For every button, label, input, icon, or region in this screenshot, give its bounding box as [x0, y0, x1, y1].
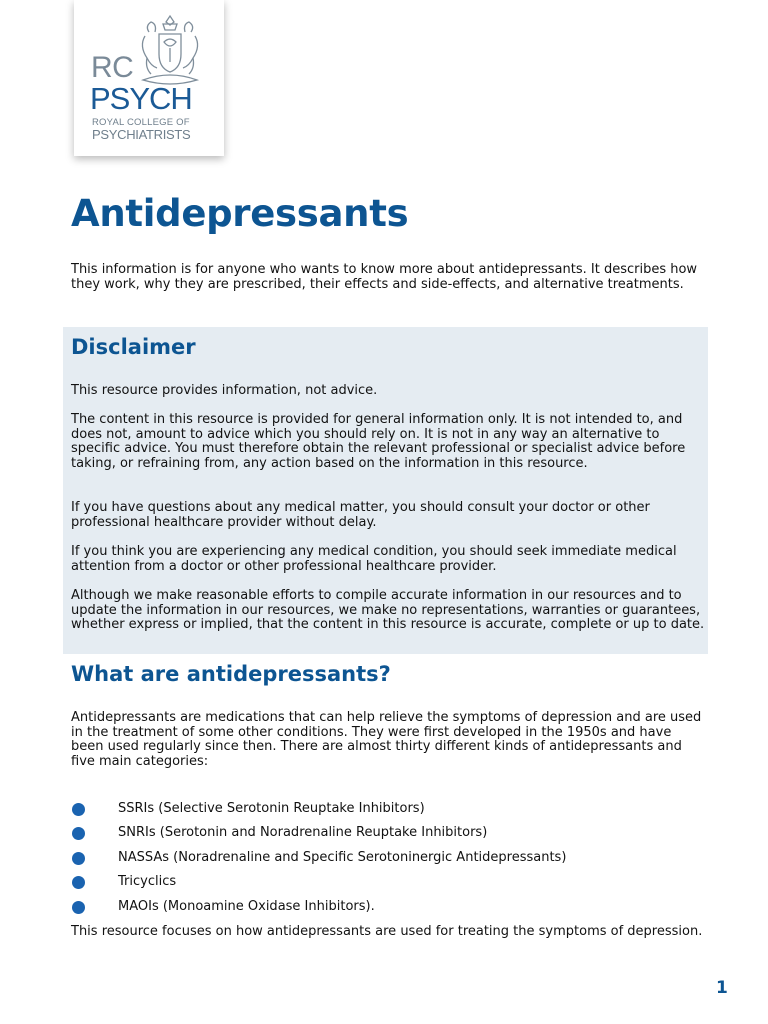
bullet-icon: [72, 827, 85, 840]
bullet-icon: [72, 852, 85, 865]
category-label: Tricyclics: [118, 874, 177, 890]
logo-subtitle-line1: ROYAL COLLEGE OF: [92, 117, 190, 128]
page-number: 1: [716, 978, 728, 998]
bullet-icon: [72, 803, 85, 816]
disclaimer-paragraph: If you think you are experiencing any medical condition, you should seek immediate medical attention from a doctor or other professional healthcare provider.: [71, 544, 677, 574]
bullet-icon: [72, 876, 85, 889]
disclaimer-paragraph: The content in this resource is provided for general information only. It is not intended to, and does not, amount to advice which you should rely on. It is not in any way an alternative to specific advice. You must therefore obtain the relevant professional or specialist advice before taking, or refraining from, any action based on the information in this resource.: [71, 412, 686, 471]
list-item: [71, 873, 566, 897]
rcpsych-logo: [74, 0, 224, 156]
coat-of-arms-icon: [137, 14, 203, 88]
list-item: [71, 898, 566, 922]
logo-psych-text: PSYCH: [90, 81, 192, 116]
logo-subtitle-line2: PSYCHIATRISTS: [92, 127, 191, 142]
logo-rc-text: RC: [91, 51, 134, 84]
disclaimer-paragraph: Although we make reasonable efforts to compile accurate information in our resources and to update the information in our resources, we make no representations, warranties or guarantees, whether express or implied, that the content in this resource is accurate, complete or up to date.: [71, 588, 705, 633]
intro-paragraph: This information is for anyone who wants to know more about antidepressants. It describes how they work, why they are prescribed, their effects and side-effects, and alternative treatments.: [71, 262, 698, 292]
disclaimer-paragraph: This resource provides information, not advice.: [71, 383, 378, 398]
list-item: [71, 849, 566, 873]
bullet-icon: [72, 901, 85, 914]
closing-paragraph: This resource focuses on how antidepressants are used for treating the symptoms of depression.: [71, 924, 703, 939]
category-label: SSRIs (Selective Serotonin Reuptake Inhibitors): [118, 801, 425, 816]
categories-list: [71, 800, 566, 922]
disclaimer-heading: Disclaimer: [71, 335, 196, 359]
what-are-paragraph: Antidepressants are medications that can help relieve the symptoms of depression and are used in the treatment of some other conditions. They were first developed in the 1950s and have been used regularly since then. There are almost thirty different kinds of antidepressants and five main categories:: [71, 710, 702, 769]
section-heading-what-are: What are antidepressants?: [71, 662, 391, 686]
category-label: SNRIs (Serotonin and Noradrenaline Reuptake Inhibitors): [118, 825, 488, 841]
category-label: NASSAs (Noradrenaline and Specific Serotoninergic Antidepressants): [118, 849, 567, 865]
list-item: [71, 800, 566, 824]
category-label: MAOIs (Monoamine Oxidase Inhibitors).: [118, 898, 375, 914]
list-item: [71, 824, 566, 848]
page-title: Antidepressants: [71, 192, 409, 235]
disclaimer-paragraph: If you have questions about any medical matter, you should consult your doctor or other professional healthcare provider without delay.: [71, 500, 650, 530]
